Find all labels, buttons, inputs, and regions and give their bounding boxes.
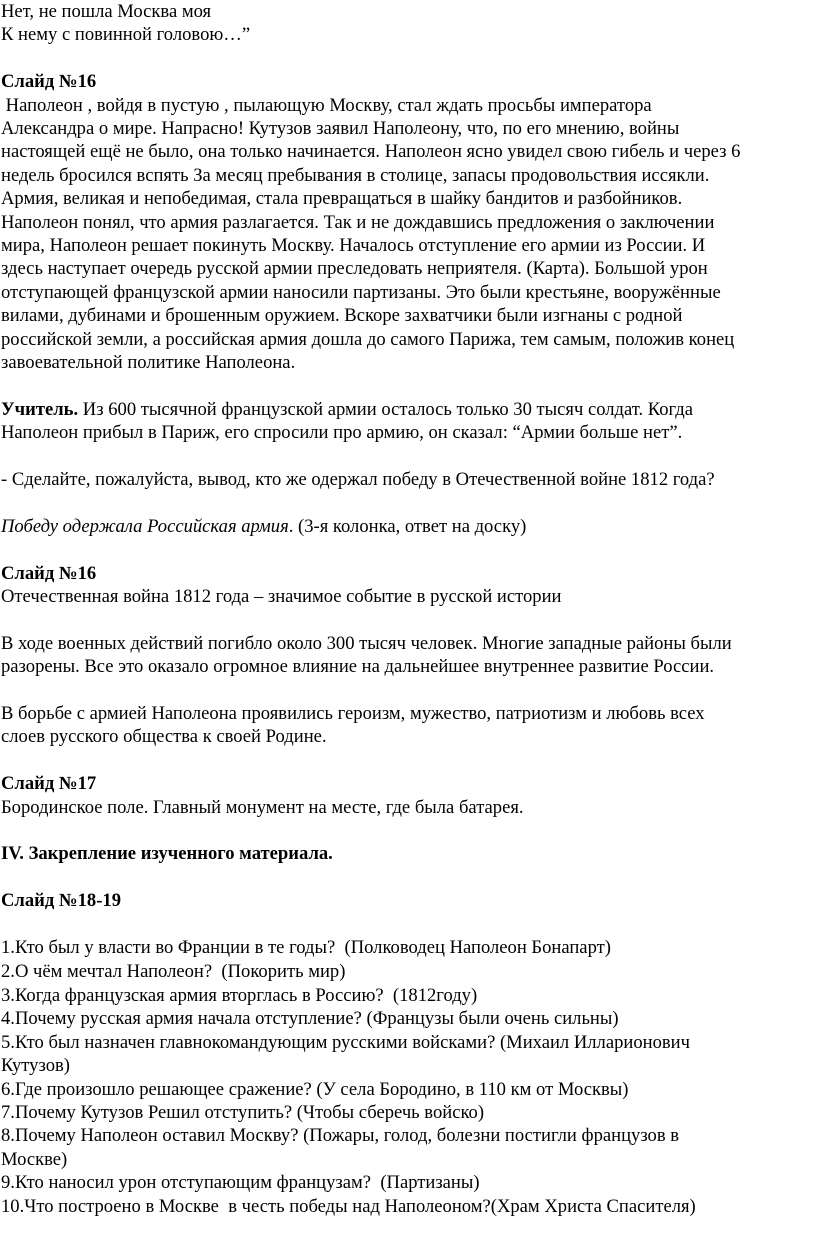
poem-line: К нему с повинной головою…” bbox=[1, 24, 251, 46]
heroism-paragraph bbox=[1, 702, 813, 749]
paragraph-line: Бородинское поле. Главный монумент на месте, где была батарея. bbox=[1, 796, 524, 818]
list-item: 3.Когда французская армия вторглась в Россию? (1812году) bbox=[1, 984, 478, 1006]
paragraph-line: В борьбе с армией Наполеона проявились героизм, мужество, патриотизм и любовь всех bbox=[1, 703, 705, 725]
blank-line bbox=[1, 608, 813, 631]
poem-line: Нет, не пошла Москва моя bbox=[1, 1, 212, 22]
paragraph-line: российской земли, а российская армия дошла до самого Парижа, тем самым, положив конец bbox=[1, 328, 735, 350]
paragraph-line: Армия, великая и непобедимая, стала превращаться в шайку бандитов и разбойников. bbox=[1, 188, 683, 210]
blank-line bbox=[1, 819, 813, 842]
losses-paragraph bbox=[1, 632, 813, 679]
paragraph-line: Отечественная война 1812 года – значимое событие в русской истории bbox=[1, 586, 562, 608]
answer-note: . (3-я колонка, ответ на доску) bbox=[288, 515, 527, 537]
list-item: 2.О чём мечтал Наполеон? (Покорить мир) bbox=[1, 961, 346, 983]
poem-quote bbox=[1, 0, 813, 47]
slide-16-section bbox=[1, 70, 813, 374]
list-item: 4.Почему русская армия начала отступление? (Французы были очень сильны) bbox=[1, 1008, 619, 1030]
paragraph-line: слоев русского общества к своей Родине. bbox=[1, 726, 327, 748]
blank-line bbox=[1, 538, 813, 561]
list-item: Москве) bbox=[1, 1148, 68, 1170]
paragraph-line: разорены. Все это оказало огромное влияние на дальнейшее внутреннее развитие России. bbox=[1, 656, 715, 678]
slide-16-summary bbox=[1, 562, 813, 609]
list-item: Кутузов) bbox=[1, 1055, 70, 1077]
paragraph-line: Наполеон прибыл в Париж, его спросили про армию, он сказал: “Армии больше нет”. bbox=[1, 422, 683, 444]
slide-heading: Слайд №18-19 bbox=[1, 890, 121, 912]
answer-italic: Победу одержала Российская армия bbox=[1, 515, 289, 537]
list-item: 9.Кто наносил урон отступающим французам? (Партизаны) bbox=[1, 1172, 480, 1194]
slide-18-19-section bbox=[1, 889, 813, 1218]
paragraph-line: здесь наступает очередь русской армии преследовать неприятеля. (Карта). Большой урон bbox=[1, 258, 708, 280]
blank-line bbox=[1, 913, 813, 936]
list-item: 6.Где произошло решающее сражение? (У села Бородино, в 110 км от Москвы) bbox=[1, 1078, 629, 1100]
slide-heading: Слайд №17 bbox=[1, 773, 97, 795]
slide-17-section bbox=[1, 772, 813, 819]
paragraph-line: Наполеон понял, что армия разлагается. Так и не дождавшись предложения о заключении bbox=[1, 211, 715, 233]
blank-line bbox=[1, 679, 813, 702]
list-item: 7.Почему Кутузов Решил отступить? (Чтобы сберечь войско) bbox=[1, 1101, 485, 1123]
blank-line bbox=[1, 491, 813, 514]
paragraph-line: настоящей ещё не было, она только начинается. Наполеон ясно увидел свою гибель и через 6 bbox=[1, 141, 741, 163]
paragraph-line: недель бросился вспять За месяц пребывания в столице, запасы продовольствия иссякли. bbox=[1, 164, 710, 186]
teacher-label: Учитель. bbox=[1, 398, 79, 420]
slide-heading: Слайд №16 bbox=[1, 562, 97, 584]
list-item: 10.Что построено в Москве в честь победы над Наполеоном?(Храм Христа Спасителя) bbox=[1, 1195, 696, 1217]
answer-line bbox=[1, 515, 813, 538]
paragraph-line: В ходе военных действий погибло около 300 тысяч человек. Многие западные районы были bbox=[1, 632, 732, 654]
blank-line bbox=[1, 374, 813, 397]
list-item: 8.Почему Наполеон оставил Москву? (Пожары, голод, болезни постигли французов в bbox=[1, 1125, 680, 1147]
question-list bbox=[1, 936, 813, 1218]
blank-line bbox=[1, 866, 813, 889]
paragraph-line: вилами, дубинами и брошенным оружием. Вскоре захватчики были изгнаны с родной bbox=[1, 305, 683, 327]
teacher-text: Из 600 тысячной французской армии осталось только 30 тысяч солдат. Когда bbox=[78, 398, 693, 420]
section-heading: IV. Закрепление изученного материала. bbox=[1, 843, 333, 865]
question-line: - Сделайте, пожалуйста, вывод, кто же одержал победу в Отечественной войне 1812 года? bbox=[1, 469, 715, 491]
paragraph-line: Наполеон , войдя в пустую , пылающую Москву, стал ждать просьбы императора bbox=[1, 94, 652, 116]
blank-line bbox=[1, 445, 813, 468]
teacher-paragraph bbox=[1, 398, 813, 445]
blank-line bbox=[1, 47, 813, 70]
slide-heading: Слайд №16 bbox=[1, 71, 97, 93]
paragraph-line: мира, Наполеон решает покинуть Москву. Началось отступление его армии из России. И bbox=[1, 235, 706, 257]
paragraph-line bbox=[1, 398, 813, 421]
list-item: 1.Кто был у власти во Франции в те годы? (Полководец Наполеон Бонапарт) bbox=[1, 937, 611, 959]
paragraph-line: отступающей французской армии наносили партизаны. Это были крестьяне, вооружённые bbox=[1, 281, 721, 303]
paragraph-line: Александра о мире. Напрасно! Кутузов заявил Наполеону, что, по его мнению, войны bbox=[1, 118, 680, 140]
blank-line bbox=[1, 749, 813, 772]
list-item: 5.Кто был назначен главнокомандующим русскими войсками? (Михаил Илларионович bbox=[1, 1031, 690, 1053]
paragraph-line: завоевательной политике Наполеона. bbox=[1, 352, 296, 374]
